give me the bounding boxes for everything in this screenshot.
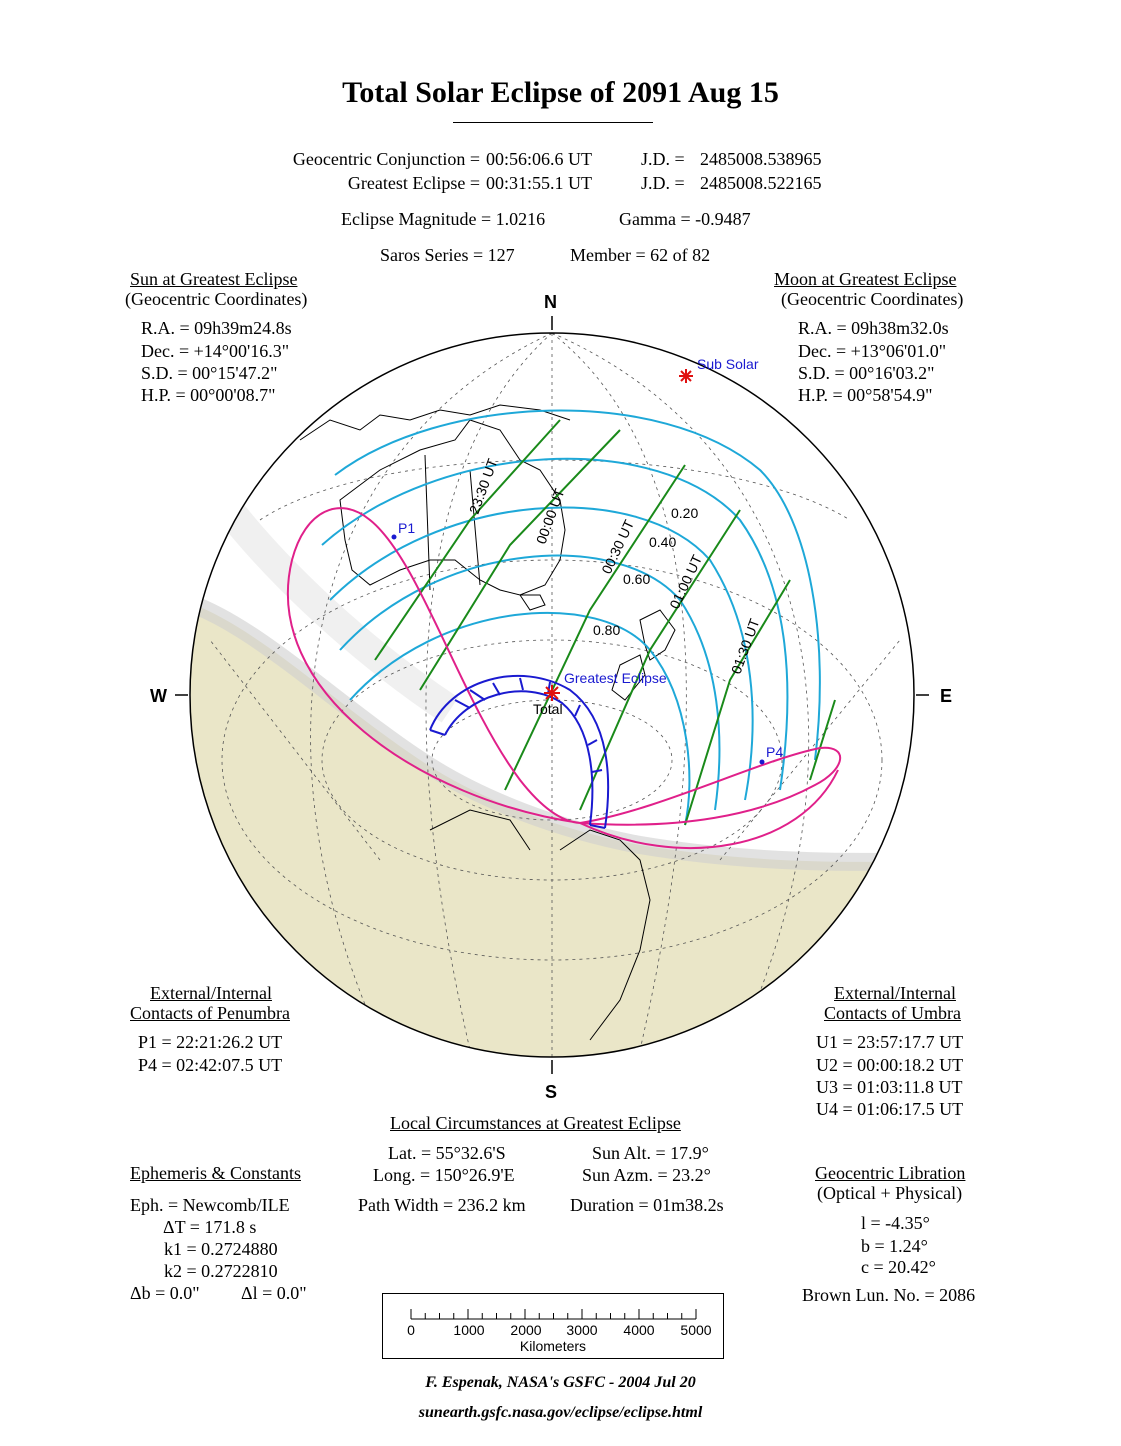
magnitude-label-040: 0.40 [649, 534, 677, 550]
sun-subheading: (Geocentric Coordinates) [125, 289, 308, 309]
time-label-0000: 00:00 UT [532, 486, 568, 547]
greatest-eclipse-label-map: Greatest Eclipse [564, 670, 667, 686]
local-sun-azm: Sun Azm. = 23.2° [582, 1165, 711, 1185]
greatest-eclipse-jd-label: J.D. = [641, 173, 685, 193]
libration-l: l = -4.35° [861, 1213, 930, 1233]
umbra-u4: U4 = 01:06:17.5 UT [816, 1099, 964, 1119]
local-path-width: Path Width = 236.2 km [358, 1195, 526, 1215]
scale-label-0: 0 [407, 1322, 415, 1338]
greatest-eclipse-jd: 2485008.522165 [700, 173, 822, 193]
night-region [180, 470, 940, 1080]
penumbra-heading-2: Contacts of Penumbra [130, 1003, 290, 1023]
umbra-heading-1: External/Internal [834, 983, 956, 1003]
moon-dec: Dec. = +13°06'01.0" [798, 341, 947, 361]
moon-subheading: (Geocentric Coordinates) [781, 289, 964, 309]
umbra-u3: U3 = 01:03:11.8 UT [816, 1077, 963, 1097]
conjunction-time: 00:56:06.6 UT [486, 149, 592, 169]
moon-hp: H.P. = 00°58'54.9" [798, 385, 933, 405]
ephemeris-delta-l: Δl = 0.0" [241, 1283, 307, 1303]
gamma: Gamma = -0.9487 [619, 209, 751, 229]
scale-label-3000: 3000 [566, 1322, 598, 1338]
sub-solar-marker [679, 369, 693, 383]
umbra-heading-2: Contacts of Umbra [824, 1003, 961, 1023]
ephemeris-k1: k1 = 0.2724880 [164, 1239, 278, 1259]
compass-east: E [940, 686, 953, 706]
greatest-eclipse-label: Greatest Eclipse = [347, 173, 480, 193]
magnitude-label-080: 0.80 [593, 622, 621, 638]
p4-label: P4 [766, 744, 784, 760]
magnitude-label-060: 0.60 [623, 571, 651, 587]
umbra-cap-start [430, 730, 445, 735]
compass-south: S [545, 1082, 558, 1102]
indonesia-coast [300, 405, 570, 440]
libration-c: c = 20.42° [861, 1257, 936, 1277]
total-label: Total [533, 701, 563, 717]
conjunction-jd: 2485008.538965 [700, 149, 822, 169]
conjunction-jd-label: J.D. = [641, 149, 685, 169]
moon-heading: Moon at Greatest Eclipse [774, 269, 957, 289]
conjunction-label: Geocentric Conjunction = [292, 149, 480, 169]
sun-ra: R.A. = 09h39m24.8s [141, 318, 292, 338]
moon-sd: S.D. = 00°16'03.2" [798, 363, 935, 383]
australia-border-1 [425, 455, 430, 590]
ephemeris-eph: Eph. = Newcomb/ILE [130, 1195, 290, 1215]
compass-north: N [544, 292, 557, 312]
p4-point [760, 760, 765, 765]
scale-label-5000: 5000 [680, 1322, 712, 1338]
time-label-0100: 01:00 UT [666, 552, 706, 612]
ephemeris-delta-b: Δb = 0.0" [130, 1283, 200, 1303]
local-sun-alt: Sun Alt. = 17.9° [592, 1143, 709, 1163]
saros-member: Member = 62 of 82 [570, 245, 711, 265]
eclipse-magnitude: Eclipse Magnitude = 1.0216 [341, 209, 546, 229]
scale-ticks [411, 1309, 696, 1319]
p1-label: P1 [398, 520, 416, 536]
penumbra-heading-1: External/Internal [150, 983, 272, 1003]
brown-lunation: Brown Lun. No. = 2086 [802, 1285, 976, 1305]
time-label-0130: 01:30 UT [727, 616, 763, 677]
greatest-eclipse-time: 00:31:55.1 UT [486, 173, 592, 193]
local-lat: Lat. = 55°32.6'S [388, 1143, 506, 1163]
source-url: sunearth.gsfc.nasa.gov/eclipse/eclipse.html [418, 1404, 703, 1421]
saros-series: Saros Series = 127 [380, 245, 515, 265]
scale-label-2000: 2000 [510, 1322, 542, 1338]
time-label-0030: 00:30 UT [598, 517, 638, 577]
scale-label-4000: 4000 [623, 1322, 655, 1338]
p1-point [392, 535, 397, 540]
penumbra-loop-east [580, 748, 840, 825]
umbra-u1: U1 = 23:57:17.7 UT [816, 1032, 964, 1052]
libration-b: b = 1.24° [861, 1236, 928, 1256]
sun-heading: Sun at Greatest Eclipse [130, 269, 298, 289]
ephemeris-delta-t: ΔT = 171.8 s [163, 1217, 257, 1237]
greatest-eclipse-marker [544, 685, 560, 701]
ephemeris-k2: k2 = 0.2722810 [164, 1261, 278, 1281]
magnitude-curve-0 [335, 410, 820, 760]
libration-heading: Geocentric Libration [815, 1163, 966, 1183]
moon-ra: R.A. = 09h38m32.0s [798, 318, 949, 338]
time-line-0200 [810, 700, 835, 780]
sun-hp: H.P. = 00°00'08.7" [141, 385, 276, 405]
magnitude-label-020: 0.20 [671, 505, 699, 521]
time-label-2330: 23:30 UT [465, 456, 501, 517]
libration-subheading: (Optical + Physical) [817, 1183, 963, 1203]
scale-unit: Kilometers [519, 1338, 587, 1354]
ephemeris-heading: Ephemeris & Constants [130, 1163, 301, 1183]
sun-sd: S.D. = 00°15'47.2" [141, 363, 278, 383]
local-long: Long. = 150°26.9'E [373, 1165, 515, 1185]
scale-label-1000: 1000 [453, 1322, 485, 1338]
tasmania-coast [520, 595, 545, 610]
penumbra-p4: P4 = 02:42:07.5 UT [138, 1055, 283, 1075]
umbra-u2: U2 = 00:00:18.2 UT [816, 1055, 964, 1075]
credit: F. Espenak, NASA's GSFC - 2004 Jul 20 [425, 1374, 696, 1391]
sun-dec: Dec. = +14°00'16.3" [141, 341, 290, 361]
local-duration: Duration = 01m38.2s [570, 1195, 724, 1215]
compass-west: W [150, 686, 167, 706]
sub-solar-label: Sub Solar [697, 356, 759, 372]
local-heading: Local Circumstances at Greatest Eclipse [390, 1113, 681, 1133]
page-title: Total Solar Eclipse of 2091 Aug 15 [342, 76, 779, 109]
penumbra-p1: P1 = 22:21:26.2 UT [138, 1032, 283, 1052]
